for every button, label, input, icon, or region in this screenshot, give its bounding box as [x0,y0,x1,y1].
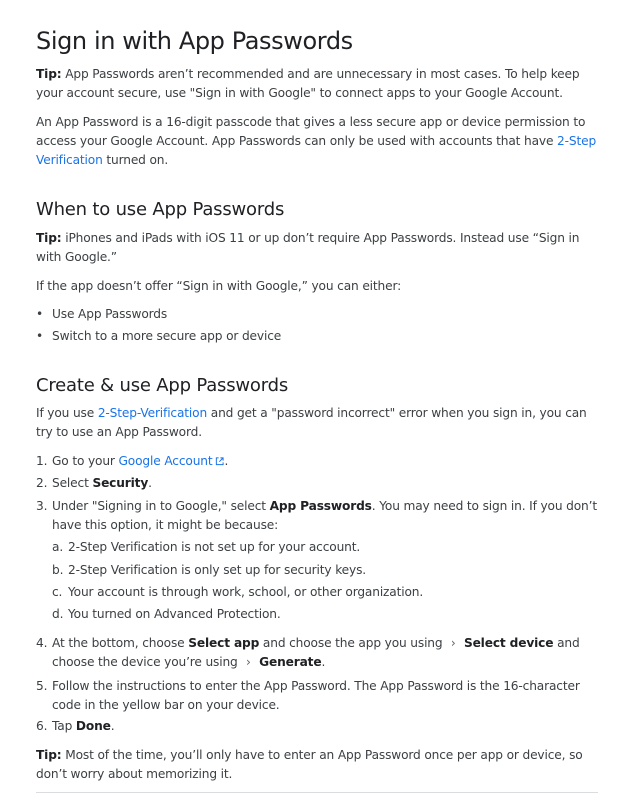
step-text: and choose the app you using [259,636,447,650]
reason-item [52,561,598,580]
create-tip [36,746,598,784]
step-marker: 5. [36,679,48,693]
bullet-marker: • [36,307,44,321]
step-text-end: . You may need to sign in. If you don’t have this option, it might be because: [52,499,597,532]
select-device-label: Select device [463,636,554,650]
intro-paragraph [36,113,598,170]
when-paragraph: If the app doesn’t offer “Sign in with Google,” you can either: [36,279,402,293]
step-text: Follow the instructions to enter the App Password. The App Password is the 16-character code in the yellow bar on your device. [52,679,580,712]
create-heading: Create & use App Passwords [36,375,289,396]
step-text-end: . [148,476,152,490]
tip-text: iPhones and iPads with iOS 11 or up don’t require App Passwords. Instead use “Sign in with Google.” [36,231,580,264]
reason-marker: d. [52,607,64,621]
google-account-link-label: Google Account [118,454,213,468]
reason-marker: c. [52,585,63,599]
step-text-end: . [224,454,229,468]
create-text: If you use [36,406,98,420]
google-account-link[interactable] [119,454,225,468]
tip-text: App Passwords aren’t recommended and are unnecessary in most cases. To help keep your account secure, use "Sign in with Google" to connect apps to your Google Account. [36,67,580,100]
bullet-text: Switch to a more secure app or device [52,329,282,343]
tip-label: Tip: [36,67,62,81]
when-tip [36,229,598,267]
done-label: Done [75,719,111,733]
step-marker: 3. [36,499,48,513]
step-text: At the bottom, choose [52,636,189,650]
step-marker: 2. [36,476,48,490]
reason-text: 2-Step Verification is only set up for security keys. [68,563,366,577]
step-1 [36,452,598,471]
chevron-right-icon: › [450,636,456,650]
step-2 [36,474,598,493]
tip-label: Tip: [36,231,62,245]
step-text-end: . [110,719,115,733]
step-marker: 4. [36,636,48,650]
app-passwords-label: App Passwords [269,499,372,513]
generate-label: Generate [259,655,322,669]
step-text: Go to your [52,454,119,468]
step-6 [36,717,598,736]
bullet-item [36,327,598,346]
bullet-item [36,305,598,324]
reason-text: 2-Step Verification is not set up for your account. [68,540,361,554]
chevron-right-icon: › [246,655,251,669]
reason-text: You turned on Advanced Protection. [68,607,281,621]
step-text: Select [52,476,93,490]
intro-text-end: turned on. [102,153,169,167]
reason-item [52,538,598,557]
step-3 [36,497,598,535]
two-step-verification-link[interactable]: 2-Step-Verification [97,406,208,420]
create-text-end: and get a "password incorrect" error when you sign in, you can try to use an App Password. [36,406,587,439]
reason-marker: b. [52,563,64,577]
bullet-marker: • [36,329,44,343]
security-label: Security [92,476,149,490]
reason-item [52,583,598,602]
step-text-end: . [321,655,326,669]
create-paragraph [36,404,598,442]
reason-text: Your account is through work, school, or other organization. [68,585,424,599]
tip-label: Tip: [36,748,62,762]
two-step-verification-link[interactable]: 2-Step Verification [36,134,597,167]
tip-text: Most of the time, you’ll only have to enter an App Password once per app or device, so don’t worry about memorizing it. [36,748,583,781]
step-text: Tap [52,719,76,733]
intro-text: An App Password is a 16-digit passcode that gives a less secure app or device permission to access your Google Account. App Passwords can only be used with accounts that have [36,115,586,148]
step-marker: 6. [36,719,48,733]
step-text: and choose the device you’re using [52,636,580,669]
select-app-label: Select app [188,636,260,650]
reason-item [52,605,598,624]
intro-tip [36,65,598,103]
step-4 [36,634,598,672]
when-heading: When to use App Passwords [36,199,285,220]
reason-marker: a. [52,540,64,554]
step-marker: 1. [36,454,48,468]
divider [36,792,598,793]
step-text: Under "Signing in to Google," select [52,499,270,513]
page-title: Sign in with App Passwords [36,27,353,55]
bullet-text: Use App Passwords [52,307,168,321]
step-5 [36,677,598,715]
